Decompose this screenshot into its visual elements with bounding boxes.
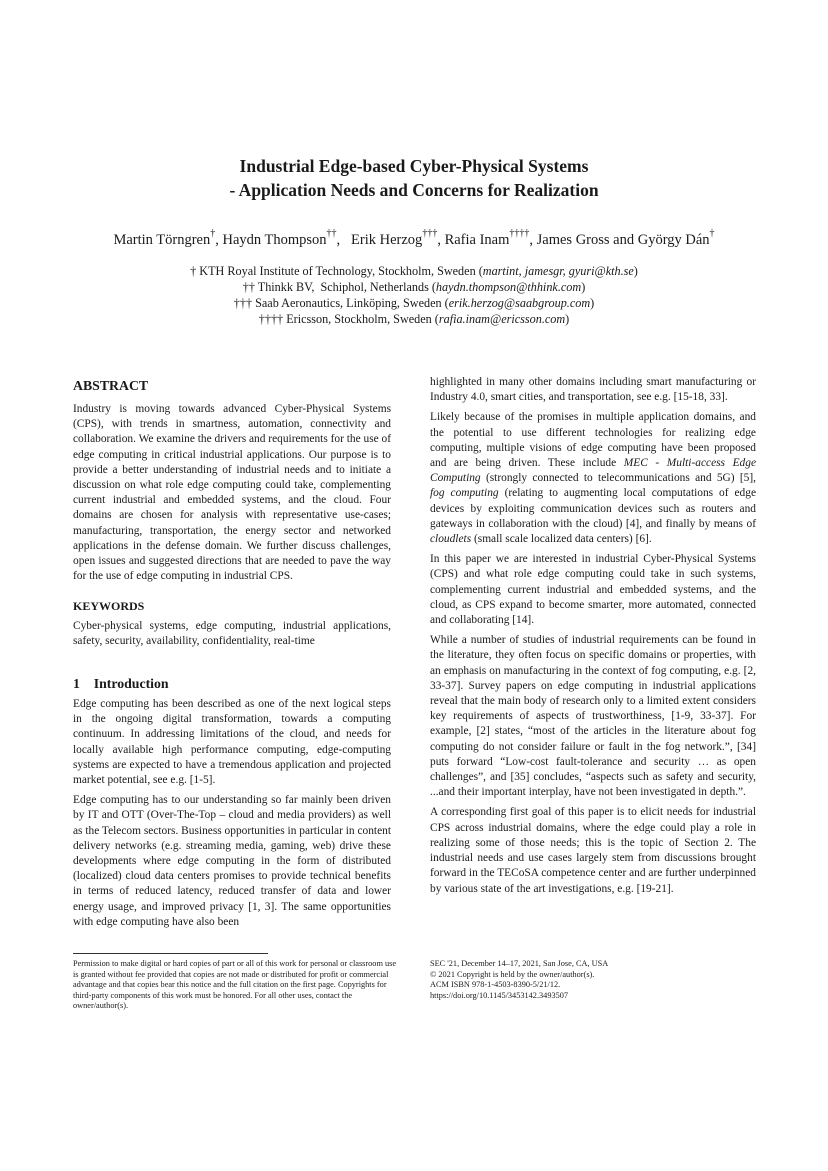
intro-paragraph-edge-visions — [430, 410, 756, 547]
affiliation-text: ††† Saab Aeronautics, Linköping, Sweden ( — [233, 296, 449, 310]
affiliation-close: ) — [633, 264, 638, 278]
footnote-rule — [73, 953, 268, 954]
author-mark: †† — [326, 228, 337, 239]
title-line-2: - Application Needs and Concerns for Realization — [229, 180, 599, 200]
intro-paragraph: Edge computing has been described as one of the next logical steps in the ongoing digital transformation, towards a computing continuum. In addressing limitations of the cloud, and needs for locally available high performance computing, edge-computing systems are expected to have a tremendous application and projected market potential, see e.g. [1-5]. — [73, 698, 391, 787]
affiliation-email: erik.herzog@saabgroup.com — [448, 296, 591, 310]
affiliation-text: † KTH Royal Institute of Technology, Stockholm, Sweden ( — [190, 264, 483, 278]
author-separator: , — [215, 231, 223, 248]
affiliation-text: †††† Ericsson, Stockholm, Sweden ( — [258, 312, 439, 326]
author-separator: , — [437, 231, 445, 248]
text-run: (small scale localized data centers) [6]. — [471, 533, 652, 546]
emphasis-fog: fog computing — [430, 487, 499, 500]
affiliation-line — [0, 295, 828, 311]
isbn-line: ACM ISBN 978-1-4503-8390-5/21/12. — [430, 980, 561, 990]
abstract-heading: ABSTRACT — [73, 378, 149, 393]
publication-info — [430, 959, 690, 1001]
affiliations — [0, 263, 828, 327]
author-mark: ††† — [422, 228, 438, 239]
affiliation-line — [0, 311, 828, 327]
intro-paragraph: Edge computing has to our understanding so far mainly been driven by IT and OTT (Over-The-Top – cloud and media providers) as well as the Telecom sectors. Business opportunities in particular in content delivery networks (e.g. streaming media, gaming, web) drive these developments where edge computing in the form of distributed (localized) cloud data centers promises to provide technical benefits in terms of reduced latency, reduced transfer of data and lower energy usage, and improved privacy [1, 3]. The same opportunities with edge computing have also been — [73, 794, 391, 928]
keywords-body — [73, 619, 391, 649]
affiliation-close: ) — [590, 296, 595, 310]
keywords-heading: KEYWORDS — [73, 599, 145, 613]
author-name: Rafia Inam — [444, 231, 510, 248]
author-name: James Gross and György Dán — [536, 231, 710, 248]
emphasis-cloudlets: cloudlets — [430, 533, 472, 546]
introduction-right-body — [430, 375, 756, 897]
text-run: Likely because of the promises in multiple application domains, and the potential to use different technologies for realizing edge computing, multiple visions of edge computing have been proposed and are being driven. These include — [430, 411, 756, 470]
intro-paragraph: In this paper we are interested in industrial Cyber-Physical Systems (CPS) and what role edge computing could take in such systems, complementing current industrial and embedded systems, and the cloud, as CPS expand to become smarter, more automated, connected and collaborating [14]. — [430, 553, 756, 627]
emphasis-mec: MEC - Multi-access Edge Computing — [430, 457, 756, 485]
author-list — [0, 226, 828, 250]
affiliation-close: ) — [581, 280, 586, 294]
copyright-line: © 2021 Copyright is held by the owner/author(s). — [430, 969, 595, 979]
abstract-body — [73, 402, 391, 584]
author-name: Martin Törngren — [113, 231, 211, 248]
affiliation-line — [0, 263, 828, 279]
affiliation-text: †† Thinkk BV, Schiphol, Netherlands ( — [242, 280, 436, 294]
paper-title — [0, 154, 828, 202]
affiliation-email: haydn.thompson@thhink.com — [435, 280, 582, 294]
intro-paragraph: highlighted in many other domains including smart manufacturing or Industry 4.0, smart cities, and transportation, see e.g. [15-18, 33]. — [430, 376, 756, 404]
text-run: (strongly connected to telecommunications and 5G) [5], — [480, 472, 756, 485]
author-name: Haydn Thompson — [222, 231, 327, 248]
conference-line: SEC '21, December 14–17, 2021, San Jose, CA, USA — [430, 959, 609, 968]
affiliation-email: rafia.inam@ericsson.com — [438, 312, 566, 326]
affiliation-close: ) — [565, 312, 570, 326]
text-run: (relating to augmenting local computations of edge devices by exploiting communication devices such as routers and gateways in collaboration with the cloud) [4], and finally by means of — [430, 487, 757, 530]
doi-line: https://doi.org/10.1145/3453142.3493507 — [430, 990, 569, 1000]
author-mark: † — [709, 228, 715, 239]
abstract-text: Industry is moving towards advanced Cyber-Physical Systems (CPS), with trends in smartness, automation, connectivity and collaboration. We examine the drivers and requirements for the use of edge computing in critical industrial applications. Our purpose is to provide a better understanding of industrial needs and to initiate a discussion on what role edge computing could take, complementing current industrial and embedded systems, and the cloud. Four domains are chosen for analysis with representative use-cases; manufacturing, transportation, the energy sector and networked applications in the defense domain. We further discuss challenges, open issues and suggested directions that are needed to pave the way for the use of edge computing in industrial CPS. — [73, 403, 392, 583]
author-mark: †††† — [509, 228, 530, 239]
introduction-heading: 1 Introduction — [73, 676, 169, 691]
author-name: Erik Herzog — [351, 231, 423, 248]
author-separator: , — [529, 231, 537, 248]
affiliation-line — [0, 279, 828, 295]
title-line-1: Industrial Edge-based Cyber-Physical Systems — [239, 156, 589, 176]
affiliation-email: martint, jamesgr, gyuri@kth.se — [482, 264, 634, 278]
author-mark: † — [210, 228, 216, 239]
introduction-left-body — [73, 697, 391, 930]
intro-paragraph: While a number of studies of industrial requirements can be found in the literature, they often focus on specific domains or properties, with an emphasis on manufacturing in the context of fog computing, e.g. [2, 33-37]. Survey papers on edge computing in industrial applications reveal that the main body of research only to a limited extent considers key requirements of aspects of trustworthiness, [1-9, 33-37]. For example, [2] states, “most of the articles in the literature about fog computing do not consider failure or fault in the fog network.”, [34] puts forward “Low-cost fault-tolerance and security … as open challenges”, and [35] concludes, “aspects such as safety and security, ...and their important interplay, have not been investigated in depth.”. — [430, 634, 756, 799]
author-separator: , — [336, 231, 352, 248]
permission-footnote: Permission to make digital or hard copies of part or all of this work for personal or classroom use is granted without fee provided that copies are not made or distributed for profit or commercial advantage and that copies bear this notice and the full citation on the first page. Copyrights for third-party components of this work must be honored. For all other uses, contact the owner/author(s). — [73, 959, 397, 1011]
keywords-text: Cyber-physical systems, edge computing, industrial applications, safety, security, availability, confidentiality, real-time — [73, 620, 391, 648]
intro-paragraph: A corresponding first goal of this paper is to elicit needs for industrial CPS across industrial domains, where the edge could play a role in realizing some of those needs; this is the topic of Section 2. The industrial needs and use cases largely stem from discussions brought forward in the TECoSA competence center and are further underpinned by various state of the art investigations, e.g. [19-21]. — [430, 806, 756, 895]
